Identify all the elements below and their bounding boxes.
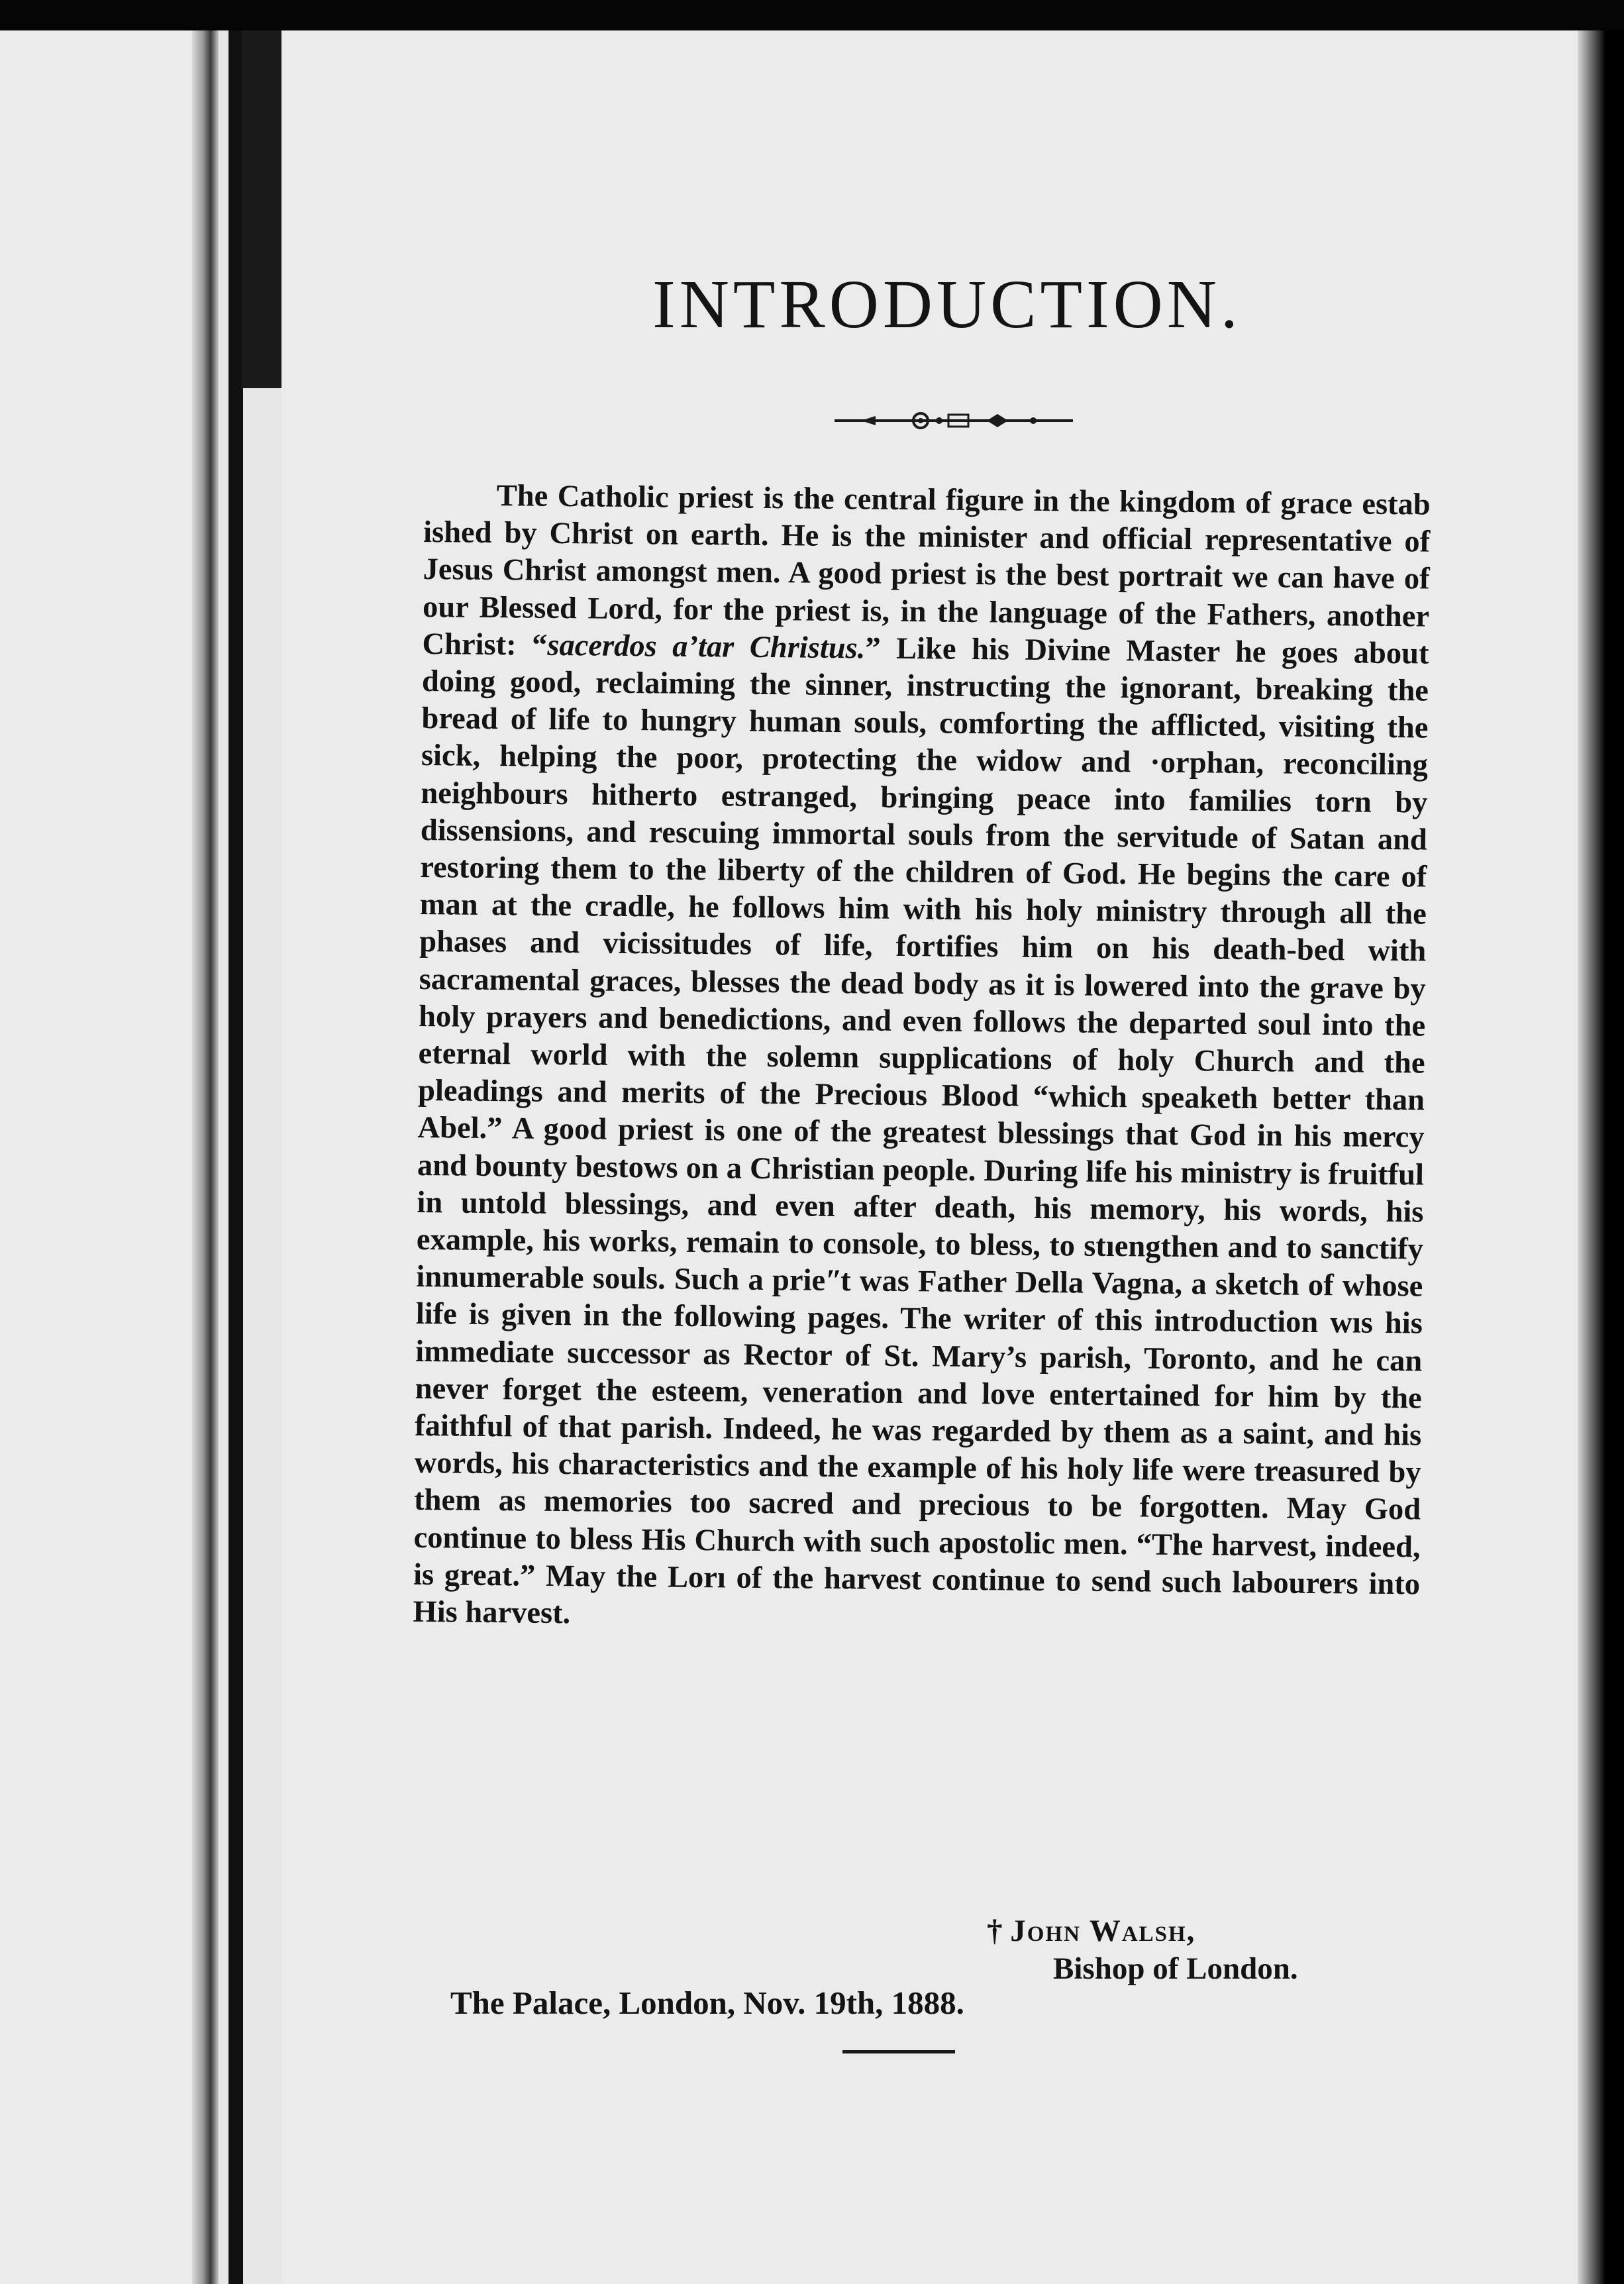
ornament-divider [835,404,1073,437]
introduction-body [413,477,1431,1641]
signature [987,1911,1195,1951]
gutter-shadow [192,30,219,2284]
body-text-part-2: ” Like his Divine Master he goes about doing good, reclaiming the sinner, instructing the ignorant, breaking the bread of life to hungry human souls, comforting the afflicted, visiting the sick, helping the poor, protecting the widow and ·orphan, reconciling neighbours hitherto estranged, bringing peace into families torn by dissensions, and rescuing immortal souls from the servitude of Satan and restoring them to the liberty of the children of God. He begins the care of man at the cradle, he follows him with his holy ministry through all the phases and vicissitudes of life, fortifies him on his death-bed with sacramental graces, blesses the dead body as it is lowered into the grave by holy prayers and benedictions, and even follows the departed soul into the eternal world with the solemn supplications of holy Church and the pleadings and merits of the Precious Blood “which speaketh better than Abel.” A good priest is one of the greatest blessings that God in his mercy and bounty bestows on a Christian people. During life his ministry is fruitful in untold blessings, and even after death, his memory, his words, his example, his works, remain to console, to bless, to stıengthen and to sanctify innumerable souls. Such a prieʺt was Father Della Vagna, a sketch of whose life is given in the following pages. The writer of this introduction wıs his immediate successor as Rector of St. Mary’s parish, Toronto, and he can never forget the esteem, veneration and love entertained for him by the faithful of that parish. Indeed, he was regarded by them as a saint, and his words, his characteristics and the example of his holy life were treasured by them as memories too sacred and precious to be forgotten. May God continue to bless His Church with such apostolic men. “The harvest, indeed, is great.” May the Lorı of the harvest continue to send such labourers into His harvest. [413,631,1429,1631]
latin-quote: sacerdos aʼtar Christus. [547,628,866,666]
body-text-part-1: The Catholic priest is the central figure in the kingdom of grace estab ished by Christ on earth. He is the minister and official representative of Jesus Christ amongst men. A good priest is the best portrait we can have of our Blessed Lord, for the priest is, in the language of the Fathers, another Christ: “ [422,479,1431,662]
place-and-date: The Palace, London, Nov. 19th, 1888. [450,1985,964,2021]
scan-top-border [0,0,1624,30]
closing-rule [842,2050,955,2053]
facing-page-edge [0,30,199,2284]
cross-mark: † [987,1914,1003,1948]
binding-strip [228,30,243,2284]
page-title: INTRODUCTION. [652,266,1242,342]
signatory-name: John Walsh, [1010,1914,1196,1948]
scan-right-border [1578,30,1624,2284]
signatory-title: Bishop of London. [1053,1951,1298,1986]
